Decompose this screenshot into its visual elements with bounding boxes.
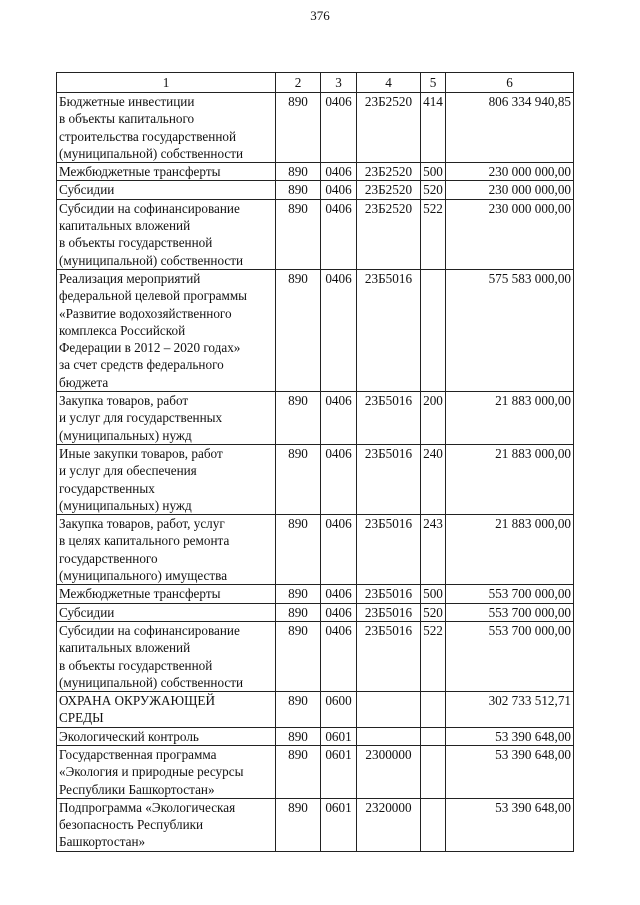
row-name: Субсидии: [57, 181, 276, 199]
row-name: Подпрограмма «Экологическая безопасность Республики Башкортостан»: [57, 798, 276, 851]
row-name: Государственная программа «Экология и природные ресурсы Республики Башкортостан»: [57, 745, 276, 798]
table-row: [57, 163, 574, 181]
header-col-2: 2: [276, 73, 321, 93]
header-row: [57, 73, 574, 93]
row-section-code: 0406: [321, 585, 357, 603]
row-target-code: 23Б5016: [357, 515, 421, 585]
row-gr-code: 890: [276, 93, 321, 163]
row-section-code: 0406: [321, 163, 357, 181]
row-target-code: 23Б2520: [357, 93, 421, 163]
row-amount: 21 883 000,00: [446, 515, 574, 585]
row-target-code: 23Б5016: [357, 269, 421, 391]
row-section-code: 0406: [321, 603, 357, 621]
row-amount: 230 000 000,00: [446, 199, 574, 269]
row-name: Межбюджетные трансферты: [57, 163, 276, 181]
table-row: [57, 585, 574, 603]
row-expense-type: 520: [421, 181, 446, 199]
row-gr-code: 890: [276, 603, 321, 621]
row-section-code: 0406: [321, 392, 357, 445]
row-gr-code: 890: [276, 727, 321, 745]
header-col-3: 3: [321, 73, 357, 93]
row-gr-code: 890: [276, 515, 321, 585]
table-row: [57, 745, 574, 798]
row-expense-type: [421, 692, 446, 728]
row-amount: 53 390 648,00: [446, 745, 574, 798]
row-gr-code: 890: [276, 269, 321, 391]
row-target-code: 2300000: [357, 745, 421, 798]
row-expense-type: 243: [421, 515, 446, 585]
row-amount: 302 733 512,71: [446, 692, 574, 728]
row-target-code: 23Б5016: [357, 603, 421, 621]
row-expense-type: [421, 745, 446, 798]
row-name: Межбюджетные трансферты: [57, 585, 276, 603]
row-name: Субсидии: [57, 603, 276, 621]
row-expense-type: 240: [421, 444, 446, 514]
row-section-code: 0601: [321, 727, 357, 745]
header-col-5: 5: [421, 73, 446, 93]
row-name: Бюджетные инвестиции в объекты капитального строительства государственной (муниципальной) собственности: [57, 93, 276, 163]
row-expense-type: [421, 798, 446, 851]
row-expense-type: [421, 269, 446, 391]
row-section-code: 0601: [321, 798, 357, 851]
row-section-code: 0406: [321, 199, 357, 269]
row-target-code: 23Б2520: [357, 199, 421, 269]
row-section-code: 0601: [321, 745, 357, 798]
row-gr-code: 890: [276, 392, 321, 445]
table-row: [57, 181, 574, 199]
row-section-code: 0406: [321, 93, 357, 163]
row-expense-type: 200: [421, 392, 446, 445]
row-name: Закупка товаров, работ и услуг для государственных (муниципальных) нужд: [57, 392, 276, 445]
row-amount: 230 000 000,00: [446, 163, 574, 181]
row-target-code: 23Б5016: [357, 444, 421, 514]
table-row: [57, 444, 574, 514]
row-gr-code: 890: [276, 585, 321, 603]
row-amount: 21 883 000,00: [446, 392, 574, 445]
table-row: [57, 199, 574, 269]
row-name: Субсидии на софинансирование капитальных вложений в объекты государственной (муниципальной) собственности: [57, 199, 276, 269]
row-gr-code: 890: [276, 181, 321, 199]
table-row: [57, 93, 574, 163]
page-number: 376: [310, 8, 330, 23]
table-row: [57, 515, 574, 585]
row-name: Реализация мероприятий федеральной целевой программы «Развитие водохозяйственного комплекса Российской Федерации в 2012 – 2020 годах» за счет средств федерального бюджета: [57, 269, 276, 391]
table-row: [57, 269, 574, 391]
header-col-6: 6: [446, 73, 574, 93]
table-row: [57, 392, 574, 445]
table-row: [57, 603, 574, 621]
table-row: [57, 798, 574, 851]
row-expense-type: 500: [421, 163, 446, 181]
row-amount: 553 700 000,00: [446, 603, 574, 621]
row-amount: 21 883 000,00: [446, 444, 574, 514]
table-row: [57, 621, 574, 691]
row-amount: 53 390 648,00: [446, 798, 574, 851]
row-section-code: 0406: [321, 181, 357, 199]
row-amount: 53 390 648,00: [446, 727, 574, 745]
row-name: Иные закупки товаров, работ и услуг для обеспечения государственных (муниципальных) нужд: [57, 444, 276, 514]
row-target-code: 23Б5016: [357, 585, 421, 603]
row-gr-code: 890: [276, 621, 321, 691]
row-gr-code: 890: [276, 692, 321, 728]
row-section-code: 0406: [321, 515, 357, 585]
row-target-code: 2320000: [357, 798, 421, 851]
table-row: [57, 692, 574, 728]
header-col-1: 1: [57, 73, 276, 93]
row-target-code: 23Б2520: [357, 163, 421, 181]
row-section-code: 0406: [321, 269, 357, 391]
row-expense-type: 500: [421, 585, 446, 603]
row-gr-code: 890: [276, 798, 321, 851]
row-amount: 553 700 000,00: [446, 585, 574, 603]
row-target-code: 23Б5016: [357, 621, 421, 691]
row-gr-code: 890: [276, 745, 321, 798]
row-section-code: 0406: [321, 444, 357, 514]
row-section-code: 0600: [321, 692, 357, 728]
header-col-4: 4: [357, 73, 421, 93]
row-target-code: 23Б2520: [357, 181, 421, 199]
row-name: Субсидии на софинансирование капитальных вложений в объекты государственной (муниципальной) собственности: [57, 621, 276, 691]
row-amount: 553 700 000,00: [446, 621, 574, 691]
row-expense-type: 522: [421, 199, 446, 269]
row-name: Закупка товаров, работ, услуг в целях капитального ремонта государственного (муниципального) имущества: [57, 515, 276, 585]
row-section-code: 0406: [321, 621, 357, 691]
table-row: [57, 727, 574, 745]
row-target-code: [357, 692, 421, 728]
row-gr-code: 890: [276, 163, 321, 181]
row-expense-type: 414: [421, 93, 446, 163]
row-target-code: 23Б5016: [357, 392, 421, 445]
row-name: ОХРАНА ОКРУЖАЮЩЕЙ СРЕДЫ: [57, 692, 276, 728]
row-amount: 806 334 940,85: [446, 93, 574, 163]
row-gr-code: 890: [276, 444, 321, 514]
row-expense-type: 522: [421, 621, 446, 691]
row-expense-type: [421, 727, 446, 745]
budget-table: [56, 72, 574, 852]
row-expense-type: 520: [421, 603, 446, 621]
row-target-code: [357, 727, 421, 745]
row-amount: 575 583 000,00: [446, 269, 574, 391]
row-gr-code: 890: [276, 199, 321, 269]
row-amount: 230 000 000,00: [446, 181, 574, 199]
row-name: Экологический контроль: [57, 727, 276, 745]
